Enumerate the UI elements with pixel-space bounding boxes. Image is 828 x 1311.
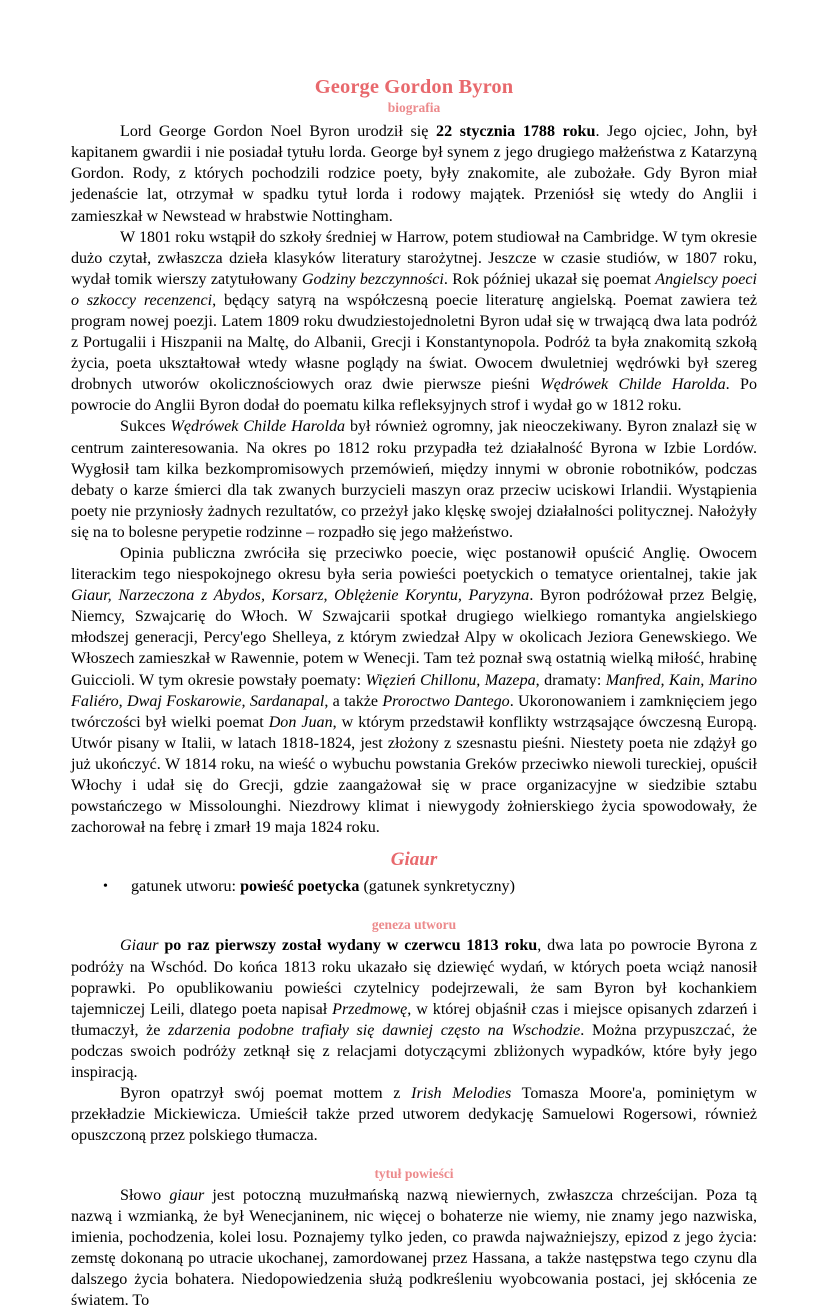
subsection-heading-geneza: geneza utworu xyxy=(371,917,457,933)
paragraph: Sukces Wędrówek Childe Harolda był również ogromny, jak nieoczekiwany. Byron znalazł się w centrum zainteresowania. Na okres po 1812 roku przypadła też działalność Byrona w Izbie Lordów. Wygłosił tam kilka bezkompromisowych przemówień, między innymi w obronie robotników, podczas debaty o karze śmierci dla tak zwanych burzycieli maszyn oraz przeciw uciskowi Irlandii. Wystąpienia poety nie przyniosły żadnych rezultatów, co przeżył jako klęskę swojej działalności politycznej. Nałożyły się na to bolesne perypetie rodzinne – rozpadło się jego małżeństwo. xyxy=(71,418,757,541)
list-item-label: gatunek utworu: powieść poetycka (gatunek synkretyczny) xyxy=(131,878,515,896)
section-heading-giaur: Giaur xyxy=(390,849,438,871)
giaur-attributes-list xyxy=(71,876,757,897)
subsection-heading-tytul: tytuł powieści xyxy=(374,1166,454,1182)
page-subtitle: biografia xyxy=(387,99,441,115)
biography-section xyxy=(71,121,757,838)
paragraph: Słowo giaur jest potoczną muzułmańską nazwą niewiernych, zwłaszcza chrześcijan. Poza tą nazwą i wzmianką, że był Wenecjaninem, nic więcej o bohaterze nie wiemy, nie znamy jego nazwiska, imienia, pochodzenia, kolei losu. Poznajemy tylko jeden, co prawda najważniejszy, epizod z jego życia: zemstę dokonaną po utracie ukochanej, zamordowanej przez Hassana, a także następstwa tego czynu dla dalszego życia bohatera. Niedopowiedzenia służą podkreśleniu wyobcowania postaci, jej skłócenia ze światem. To xyxy=(71,1186,757,1309)
list-item xyxy=(71,876,757,897)
bullet-icon: • xyxy=(103,879,108,895)
paragraph: Giaur po raz pierwszy został wydany w czerwcu 1813 roku, dwa lata po powrocie Byrona z podróży na Wschód. Do końca 1813 roku ukazało się dziewięć wydań, w których poeta wciąż nanosił poprawki. Po opublikowaniu powieści czytelnicy podejrzewali, że sam Byron był kochankiem tajemniczej Leili, dlatego poeta napisał Przedmowę, w której objaśnił czas i miejsce opisanych zdarzeń i tłumaczył, że zdarzenia podobne trafiały się dawniej często na Wschodzie. Można przypuszczać, że podczas swoich podróży zetknął się z relacjami dotyczącymi zbliżonych wypadków, które były jego inspiracją. xyxy=(71,937,757,1081)
page-title: George Gordon Byron xyxy=(314,76,514,98)
paragraph: W 1801 roku wstąpił do szkoły średniej w Harrow, potem studiował na Cambridge. W tym okresie dużo czytał, zwłaszcza dzieła klasyków literatury starożytnej. Jeszcze w czasie studiów, w 1807 roku, wydał tomik wierszy zatytułowany Godziny bezczynności. Rok później ukazał się poemat Angielscy poeci o szkoccy recenzenci, będący satyrą na współczesną poecie literaturę angielską. Poemat zawiera też program nowej poezji. Latem 1809 roku dwudziestojednoletni Byron udał się w trwającą dwa lata podróż z Portugalii i Hiszpanii na Maltę, do Albanii, Grecji i Konstantynopola. Podróż ta była znakomitą szkołą życia, poeta ukształtował wtedy własne poglądy na świat. Owocem dwuletniej wędrówki był szereg drobnych utworów okolicznościowych oraz dwie pierwsze pieśni Wędrówek Childe Harolda. Po powrocie do Anglii Byron dodał do poematu kilka refleksyjnych strof i wydał go w 1812 roku. xyxy=(71,228,757,415)
paragraph: Byron opatrzył swój poemat mottem z Irish Melodies Tomasza Moore'a, pominiętym w przekładzie Mickiewicza. Umieścił także przed utworem dedykację Samuelowi Rogersowi, również opuszczoną przez polskiego tłumacza. xyxy=(71,1085,757,1145)
giaur-section xyxy=(71,849,757,1311)
paragraph: Lord George Gordon Noel Byron urodził się 22 stycznia 1788 roku. Jego ojciec, John, był kapitanem gwardii i nie posiadał tytułu lorda. George był synem z jego drugiego małżeństwa z Katarzyną Gordon. Rody, z których pochodzili rodzice poety, były znakomite, ale zubożałe. Gdy Byron miał jedenaście lat, otrzymał w spadku tytuł lorda i rodowy majątek. Przeniósł się wtedy do Anglii i zamieszkał w Newstead w hrabstwie Nottingham. xyxy=(71,123,758,225)
paragraph: Opinia publiczna zwróciła się przeciwko poecie, więc postanowił opuścić Anglię. Owocem literackim tego niespokojnego okresu była seria powieści poetyckich o tematyce orientalnej, takie jak Giaur, Narzeczona z Abydos, Korsarz, Oblężenie Koryntu, Paryzyna. Byron podróżował przez Belgię, Niemcy, Szwajcarię do Włoch. W Szwajcarii spotkał drugiego wielkiego romantyka angielskiego młodszej generacji, Percy'ego Shelleya, z którym zwiedzał Alpy w okolicach Jeziora Genewskiego. We Włoszech zamieszkał w Rawennie, potem w Wenecji. Tam też poznał swą ostatnią wielką miłość, hrabinę Guiccioli. W tym okresie powstały poematy: Więzień Chillonu, Mazepa, dramaty: Manfred, Kain, Marino Faliéro, Dwaj Foskarowie, Sardanapal, a także Proroctwo Dantego. Ukoronowaniem i zamknięciem jego twórczości był wielki poemat Don Juan, w którym przedstawił konflikty wstrząsające ówczesną Europą. Utwór pisany w Italii, w latach 1818-1824, jest złożony z szesnastu pieśni. Niestety poeta nie zdążył go już ukończyć. W 1814 roku, na wieść o wybuchu powstania Greków przeciwko niewoli tureckiej, opuścił Włochy i udał się do Grecji, gdzie zaangażował się w prace organizacyjne w siedzibie sztabu powstańczego w Missolounghi. Niezdrowy klimat i niewygody żołnierskiego życia spowodowały, że zachorował na febrę i zmarł 19 maja 1824 roku. xyxy=(71,545,757,837)
